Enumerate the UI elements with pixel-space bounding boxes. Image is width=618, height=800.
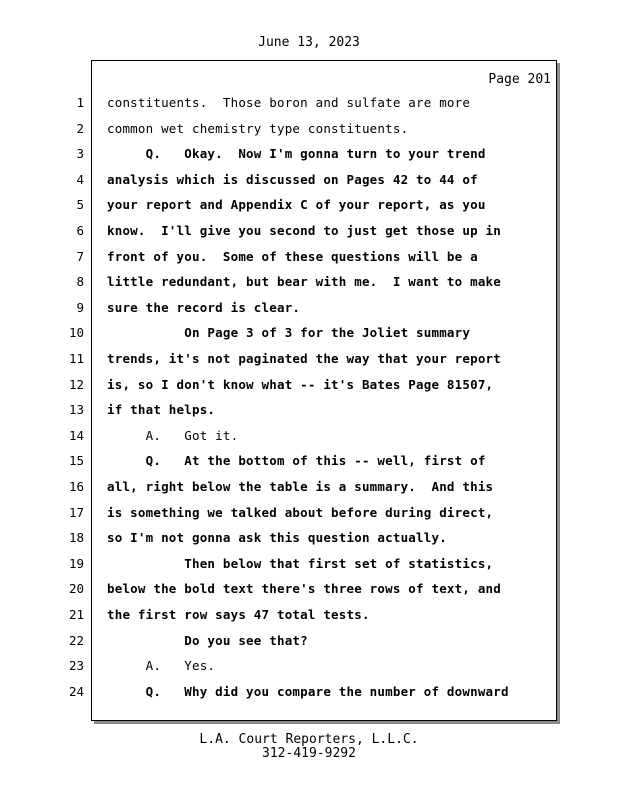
transcript-line-text: the first row says 47 total tests. bbox=[107, 607, 370, 622]
line-number: 3 bbox=[76, 146, 84, 162]
transcript-line-text: is something we talked about before during direct, bbox=[107, 504, 494, 520]
transcript-line-text: if that helps. bbox=[107, 402, 216, 418]
transcript-line-text: front of you. Some of these questions will be a bbox=[107, 248, 478, 264]
transcript-line-text: constituents. Those boron and sulfate are more bbox=[107, 95, 471, 110]
line-number: 1 bbox=[76, 95, 84, 110]
line-number: 22 bbox=[68, 632, 84, 648]
transcript-line-text: trends, it's not paginated the way that your report bbox=[107, 351, 502, 366]
line-number: 10 bbox=[68, 325, 84, 341]
line-number: 21 bbox=[68, 607, 84, 622]
transcript-date: June 13, 2023 bbox=[258, 35, 360, 50]
line-number: 8 bbox=[76, 274, 84, 290]
transcript-line-text: sure the record is clear. bbox=[107, 299, 301, 315]
transcript-line-text: analysis which is discussed on Pages 42 to 44 of bbox=[107, 171, 478, 187]
transcript-line-text: Q. Okay. Now I'm gonna turn to your trend bbox=[107, 146, 486, 162]
transcript-line-text: Q. Why did you compare the number of downward bbox=[107, 683, 509, 699]
page-number: Page 201 bbox=[488, 72, 551, 87]
transcript-line-text: your report and Appendix C of your report, as you bbox=[107, 197, 486, 213]
line-number: 19 bbox=[68, 555, 84, 571]
line-number: 18 bbox=[68, 530, 84, 546]
footer bbox=[0, 733, 618, 761]
line-number: 4 bbox=[76, 171, 84, 187]
transcript-line-text: know. I'll give you second to just get those up in bbox=[107, 223, 502, 238]
line-number: 15 bbox=[68, 453, 84, 469]
line-number: 6 bbox=[76, 223, 84, 238]
line-number: 16 bbox=[68, 479, 84, 494]
line-number: 13 bbox=[68, 402, 84, 418]
line-number: 20 bbox=[68, 581, 84, 597]
transcript-line-text: Do you see that? bbox=[107, 632, 308, 648]
transcript-line-text: common wet chemistry type constituents. bbox=[107, 120, 409, 136]
footer-company: L.A. Court Reporters, L.L.C. bbox=[199, 732, 419, 747]
transcript-line-text: so I'm not gonna ask this question actually. bbox=[107, 530, 447, 546]
line-number: 14 bbox=[68, 427, 84, 443]
line-number: 5 bbox=[76, 197, 84, 213]
transcript-line-text: little redundant, but bear with me. I want to make bbox=[107, 274, 502, 290]
footer-phone: 312-419-9292 bbox=[262, 746, 356, 761]
transcript-line-text: is, so I don't know what -- it's Bates Page 81507, bbox=[107, 376, 494, 392]
line-number: 17 bbox=[68, 504, 84, 520]
line-number: 7 bbox=[76, 248, 84, 264]
line-number: 9 bbox=[76, 299, 84, 315]
line-number: 11 bbox=[68, 351, 84, 366]
transcript-line-text: On Page 3 of 3 for the Joliet summary bbox=[107, 325, 471, 341]
line-number: 12 bbox=[68, 376, 84, 392]
transcript-line-text: below the bold text there's three rows of text, and bbox=[107, 581, 502, 597]
line-number: 2 bbox=[76, 120, 84, 136]
transcript-line-text: A. Got it. bbox=[107, 427, 239, 443]
transcript-line-text: Then below that first set of statistics, bbox=[107, 555, 494, 571]
transcript-line-text: Q. At the bottom of this -- well, first of bbox=[107, 453, 486, 469]
transcript-line-text: A. Yes. bbox=[107, 658, 216, 674]
transcript-line-text: all, right below the table is a summary. And this bbox=[107, 479, 494, 494]
line-number: 24 bbox=[68, 683, 84, 699]
line-number: 23 bbox=[68, 658, 84, 674]
